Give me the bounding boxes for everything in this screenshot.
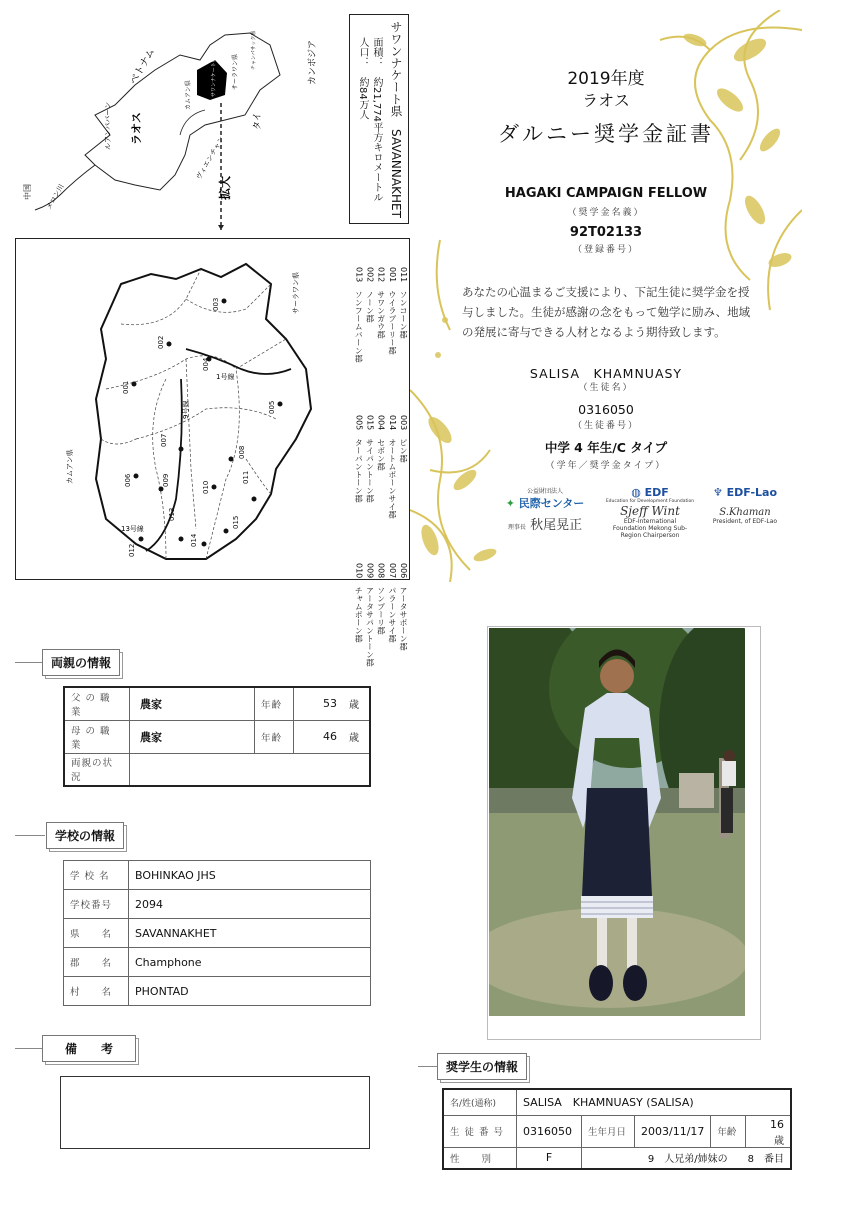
- district-list-item: 009 アータサパントーン郡: [365, 563, 375, 667]
- student-age: 16 歳: [746, 1115, 791, 1147]
- sex-value: F: [517, 1147, 582, 1169]
- route13-label: 13号線: [121, 525, 144, 533]
- student-table: [442, 1088, 792, 1170]
- mother-age-unit: 歳: [343, 720, 370, 753]
- signatory-minsai: [490, 486, 600, 533]
- cambodia-label: カンボジア: [308, 39, 318, 85]
- school-name-label: 学 校 名: [64, 861, 129, 890]
- district-number: 003: [212, 297, 220, 311]
- student-photo: [489, 628, 745, 1016]
- registration-no-caption: （登録番号）: [572, 245, 639, 255]
- district-number: 015: [232, 515, 240, 529]
- district-number: 009: [162, 473, 170, 487]
- parents-status-label: 両親の状況: [64, 753, 130, 786]
- saravan-label: サーラワン県: [292, 272, 300, 314]
- signatory-signature: Sjeff Wint: [620, 504, 680, 518]
- parents-table: [63, 686, 371, 787]
- mother-job: 農家: [130, 720, 255, 753]
- father-age-unit: 歳: [343, 687, 370, 720]
- cert-message-line: の発展に寄与できる人材となるよう期待致します。: [462, 325, 726, 339]
- siblings-text: 人兄弟/姉妹の: [664, 1154, 728, 1166]
- district-number: 014: [190, 533, 198, 547]
- scholarship-certificate: [410, 10, 802, 582]
- cert-title: ダルニー奨学金証書: [498, 122, 714, 146]
- student-name: SALISA KHAMNUASY (SALISA): [517, 1089, 792, 1115]
- remarks-heading: 備 考: [42, 1035, 136, 1062]
- dob-label: 生年月日: [582, 1115, 635, 1147]
- remarks-box: [60, 1076, 370, 1149]
- province-population: 人口： 約84万人: [357, 37, 368, 120]
- enlarge-label: 拡大: [218, 175, 232, 200]
- signatory-edf-lao: [700, 486, 790, 525]
- route1-label: 1号線: [216, 373, 235, 381]
- vietnam-label: ベトナム: [128, 46, 158, 87]
- signatory-org: ✦ 民際センター: [505, 497, 585, 510]
- laos-locator-map: [15, 15, 350, 230]
- torch-icon: ♆: [712, 486, 723, 499]
- cert-grade-type-caption: （学年／奨学金タイプ）: [545, 461, 667, 471]
- luang-prabang-label: ルアンパバーン: [104, 101, 112, 150]
- district-number: 006: [124, 473, 132, 487]
- district-number: 011: [242, 470, 250, 484]
- district-number: 007: [160, 433, 168, 447]
- district-label: 郡 名: [64, 948, 129, 977]
- signatory-role: President, of EDF-Lao: [712, 518, 778, 525]
- route9-label: 9号線: [182, 400, 190, 419]
- parents-status: [130, 753, 371, 786]
- province-area: 面積： 約21,774平方キロメートル: [371, 37, 382, 202]
- school-name: BOHINKAO JHS: [129, 861, 371, 890]
- village-value: PHONTAD: [129, 977, 371, 1006]
- parents-heading: 両親の情報: [42, 649, 120, 676]
- district-number: 013: [168, 507, 176, 521]
- kammuane-small-label: カムアン県: [185, 80, 192, 110]
- registration-no: 92T02133: [569, 225, 643, 240]
- cert-message-line: あなたの心温まるご支援により、下記生徒に奨学金を授: [462, 285, 750, 299]
- person-icon: ✦: [505, 497, 515, 510]
- cert-year: 2019年度: [567, 69, 645, 89]
- district-list-item: 014 オートムポーンサイ郡: [387, 415, 397, 519]
- mother-age: 46: [294, 720, 344, 753]
- district-list-item: 015 サイパントーン郡: [365, 415, 375, 503]
- district-list-item: 006 アータサポーン郡: [399, 563, 408, 651]
- signatory-edf: [600, 486, 700, 539]
- thailand-label: タイ: [253, 112, 263, 130]
- birth-order: 8: [747, 1154, 754, 1166]
- signatory-role: EDF-International Foundation Mekong Sub-Region Chairperson: [612, 518, 688, 539]
- sex-label: 性 別: [443, 1147, 517, 1169]
- father-age-label: 年齢: [255, 687, 294, 720]
- scholarship-name: HAGAKI CAMPAIGN FELLOW: [504, 186, 708, 201]
- district-list-item: 004 セボン郡: [376, 415, 386, 471]
- district-number: 010: [202, 480, 210, 494]
- district-number: 004: [202, 357, 210, 371]
- cert-message: [462, 282, 794, 342]
- district-list-item: 008 ソンブーリ郡: [376, 563, 386, 635]
- district-list-item: 013 ソンフームバーン郡: [354, 267, 364, 363]
- school-heading: 学校の情報: [46, 822, 124, 849]
- district-list-item: 007 パラーンサイ郡: [387, 563, 397, 643]
- mekong-label: メコン川: [44, 182, 66, 211]
- mother-age-label: 年齢: [255, 720, 294, 753]
- district-value: Champhone: [129, 948, 371, 977]
- district-number: 001: [122, 380, 130, 394]
- school-number-label: 学校番号: [64, 890, 129, 919]
- district-number: 002: [157, 335, 165, 349]
- district-number: 012: [128, 543, 136, 557]
- cert-grade-type: 中学 4 年生/C タイプ: [544, 440, 668, 455]
- birth-order-unit: 番目: [764, 1154, 784, 1166]
- cert-country: ラオス: [582, 91, 630, 110]
- signatory-org: ♆ EDF-Lao: [712, 486, 778, 499]
- student-heading: 奨学生の情報: [437, 1053, 527, 1080]
- district-list-item: 005 ターパントーン郡: [354, 415, 364, 503]
- school-table: [63, 860, 371, 1006]
- champasak-small-label: チャンパサック県: [251, 30, 257, 70]
- siblings-info: [582, 1147, 792, 1169]
- signatory-signature: S.Khaman: [719, 507, 771, 518]
- district-list: [350, 267, 408, 667]
- district-list-item: 001 ウイラブーリー郡: [387, 267, 397, 355]
- laos-label: ラオス: [130, 112, 143, 145]
- signatory-sub: 公益財団法人: [526, 488, 563, 495]
- school-heading-line: [15, 835, 45, 836]
- savannakhet-small-label: サワンナケート県: [211, 57, 217, 97]
- signatory-sub: Education for Development Foundation: [605, 499, 695, 504]
- district-number: 008: [238, 445, 246, 459]
- student-age-label: 年齢: [711, 1115, 746, 1147]
- kammuane-label: カムアン県: [66, 449, 74, 484]
- saravan-small-label: サーラワン県: [232, 53, 239, 90]
- signatory-org: ◍ EDF: [631, 486, 669, 499]
- province-name: サワンナケート県 SAVANNAKHET: [389, 21, 403, 218]
- mother-job-label: 母 の 職 業: [64, 720, 130, 753]
- scholarship-name-caption: （奨学金名義）: [567, 208, 645, 218]
- parents-heading-line: [15, 662, 45, 663]
- father-age: 53: [294, 687, 344, 720]
- district-number: 005: [268, 400, 276, 414]
- globe-icon: ◍: [631, 486, 641, 499]
- district-list-item: 010 チャムポーン郡: [354, 563, 364, 643]
- province-label: 県 名: [64, 919, 129, 948]
- district-list-item: 011 ソンコーン郡: [399, 267, 408, 339]
- cert-student-no: 0316050: [578, 402, 634, 417]
- siblings-count: 9: [647, 1154, 655, 1166]
- cert-student-name: SALISA KHAMNUASY: [529, 366, 683, 381]
- student-no: 0316050: [517, 1115, 582, 1147]
- student-name-label: 名/姓(通称): [443, 1089, 517, 1115]
- signatory-signature: 理事長 秋尾晃正: [507, 518, 583, 533]
- student-no-label: 生 徒 番 号: [443, 1115, 517, 1147]
- district-list-item: 003 ピン郡: [399, 415, 408, 463]
- china-label: 中国: [23, 184, 32, 200]
- father-job-label: 父 の 職 業: [64, 687, 130, 720]
- province-legend: [349, 14, 409, 224]
- district-list-item: 002 ノーン郡: [365, 267, 375, 323]
- dob-value: 2003/11/17: [635, 1115, 711, 1147]
- province-value: SAVANNAKHET: [129, 919, 371, 948]
- cert-message-line: 与しました。生徒が感謝の念をもって勉学に励み、地域: [462, 305, 751, 319]
- school-number: 2094: [129, 890, 371, 919]
- father-job: 農家: [130, 687, 255, 720]
- village-label: 村 名: [64, 977, 129, 1006]
- remarks-heading-line: [15, 1048, 45, 1049]
- cert-student-name-caption: （生徒名）: [578, 383, 634, 393]
- district-list-item: 012 サワンガウ郡: [376, 267, 386, 339]
- cert-student-no-caption: （生徒番号）: [572, 421, 639, 431]
- vientiane-label: ヴィエンチャン: [194, 135, 226, 181]
